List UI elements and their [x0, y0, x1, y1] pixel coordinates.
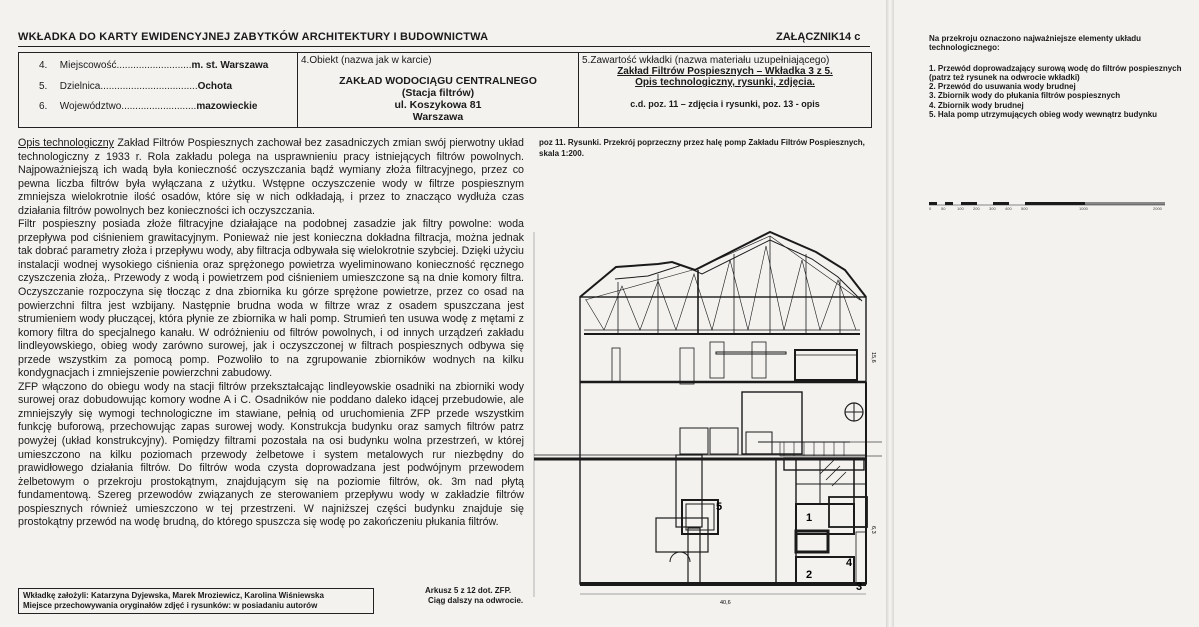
object-name: ZAKŁAD WODOCIĄGU CENTRALNEGO (Stacja filtrów) ul. Koszykowa 81 Warszawa	[339, 75, 537, 123]
district-value: Ochota	[197, 81, 233, 92]
sheet-number: Arkusz 5 z 12 dot. ZFP. Ciąg dalszy na odwrocie.	[425, 586, 524, 605]
legend-item: 5. Hala pomp utrzymujących obieg wody wewnątrz budynku	[929, 110, 1158, 120]
contents-title: Zakład Filtrów Pospiesznych – Wkładka 3 z 5. Opis technologiczny, rysunki, zdjęcia.	[617, 66, 833, 88]
scale-tick: 0	[929, 206, 932, 211]
description-paragraph: ZFP włączono do obiegu wody na stacji filtrów przekształcając lindleyowskie osadniki na zbiorniki wody surowej oraz dobudowując komory wodne A i C. Osadników nie poddano daleko idącej przebudowie, ale zmniejszyły się wymogi technologiczne im stawiane, pełnią od uruchomienia ZFP przede wszystkim funkcję buforową, przechowując zapas surowej wody. Konstrukcja budynku oraz samych filtrów patrz powyżej (układ konstrukcyjny). Pomiędzy filtrami pozostała na osi budynku wolna przestrzeń, w której umieszczono na kilku poziomach przewody żelbetowe i system metalowych rur niezbędny do prawidłowego działania filtrów. Do filtrów woda czysta doprowadzana jest podwójnym przewodem żelbetowym o przekroju prostokątnym, znajdującym się na poziomie filtrów, ok. 3m nad płytą fundamentową. Szereg przewodów związanych ze sterowaniem przepływu wody w zakładzie filtrów pospiesznych również umieszczono w tej przestrzeni. W najniższej części budynku znajduje się prostokątny przewód na wodę brudną, do którego spuszcza się wodę po zakończeniu płukania filtrów.	[18, 380, 524, 529]
voivodeship-value: mazowieckie	[196, 101, 258, 112]
contents-box	[578, 52, 872, 128]
scale-tick: 2000	[1153, 206, 1162, 211]
scale-tick: 1000	[1079, 206, 1088, 211]
section-label-3: 3	[856, 581, 863, 593]
object-label: 4.Obiekt (nazwa jak w karcie)	[301, 55, 432, 66]
section-label-4: 4	[846, 557, 853, 569]
contents-label: 5.Zawartość wkładki (nazwa materiału uzupełniającego)	[582, 55, 830, 66]
scale-tick: 300	[989, 206, 996, 211]
technological-description: Opis technologiczny Zakład Filtrów Pospiesznych zachował bez zasadniczych zmian swój pierwotny układ technologiczny z 1933 r. Rola zakładu polega na usprawnieniu pracy istniejących filtrów powolnych. Najpoważniejszą ich wadą była konieczność oczyszczania bądź wymiany złoża filtracyjnego, przez co pewna liczba filtrów była wyłączana z użytku. Wstępne oczyszczenie wody w filtrze pospiesznym zmniejsza wielokrotnie ilość osadów, które się w nich odkładają, i przez to znacząco wydłuża czas działania filtrów powolnych bez konieczności ich oczyszczania. Filtr pospieszny posiada złoże filtracyjne działające na podobnej zasadzie jak filtry powolne: woda przepływa pod ciśnieniem grawitacyjnym. Ponieważ nie jest konieczna dokładna filtracja, można jednak tak dobrać parametry złoża i przepływu wody, aby filtracja odbywała się wielokrotnie szybciej. Dzięki użyciu instalacji wodnej wysokiego ciśnienia oraz sprężonego powietrza wyeliminowano konieczność ręcznego czyszczenia złoża,. Przewody z wodą i powietrzem pod ciśnieniem umieszczone są na dnie komory filtra. Oczyszczanie rozpoczyna się tłocząc z dna zbiornika ku górze sprężone powietrze, przez co osad na powierzchni filtra jest wzbijany. Następnie brudna woda w filtrze wraz z osadem spuszczana jest strumieniem wody płuczącej, która płynie ze zbiornika w hali pomp. Strumień ten usuwa wodę z mętami z komory filtra do specjalnego kanału. W odróżnieniu od filtrów powolnych, i od innych urządzeń zakładu lindleyowskiego, obieg wody zarówno surowej, jak i oczyszczonej w filtrach pospiesznych odbywa się przede wszystkim za pomocą pomp. Pozwoliło to na zgrupowanie zbiorników wodnych na kilku kondygnacjach i zmniejszenie powierzchni zabudowy. ZFP włączono do obiegu wody na stacji filtrów przekształcając lindleyowskie osadniki na zbiorniki wody surowej oraz dobudowując komory wodne A i C. Osadników nie poddano daleko idącej przebudowie, ale zmniejszyły się wymogi technologiczne im stawiane, pełnią od uruchomienia ZFP przede wszystkim funkcję buforową, przechowując zapas surowej wody. Konstrukcja budynku oraz samych filtrów patrz powyżej (układ konstrukcyjny). Pomiędzy filtrami pozostała na osi budynku wolna przestrzeń, w której umieszczono na kilku poziomach przewody żelbetowe i system metalowych rur niezbędny do prawidłowego działania filtrów. Do filtrów woda czysta doprowadzana jest podwójnym przewodem żelbetowym o przekroju prostokątnym, znajdującym się na poziomie filtrów, ok. 3m nad płytą fundamentową. Szereg przewodów związanych ze sterowaniem przepływu wody w zakładzie filtrów pospiesznych również umieszczono w tej przestrzeni. W najniższej części budynku znajduje się prostokątny przewód na wodę brudną, do którego spuszcza się wodę po zakończeniu płukania filtrów.	[18, 137, 524, 529]
credits-box: Wkładkę założyli: Katarzyna Dyjewska, Marek Mroziewicz, Karolina Wiśniewska Miejsce przechowywania oryginałów zdjęć i rysunków: w posiadaniu autorów	[18, 588, 374, 614]
dimension-width: 40,6	[720, 600, 731, 606]
description-paragraph: Filtr pospieszny posiada złoże filtracyjne działające na podobnej zasadzie jak filtry powolne: woda przepływa pod ciśnieniem grawitacyjnym. Ponieważ nie jest konieczna dokładna filtracja, można jednak tak dobrać parametry złoża i przepływu wody, aby filtracja odbywała się wielokrotnie szybciej. Dzięki użyciu instalacji wodnej wysokiego ciśnienia oraz sprężonego powietrza wyeliminowano konieczność ręcznego czyszczenia złoża,. Przewody z wodą i powietrzem pod ciśnieniem umieszczone są na dnie komory filtra. Oczyszczanie rozpoczyna się tłocząc z dna zbiornika ku górze sprężone powietrze, przez co osad na powierzchni filtra jest wzbijany. Następnie brudna woda w filtrze wraz z osadem spuszczana jest strumieniem wody płuczącej, która płynie ze zbiornika w hali pomp. Strumień ten usuwa wodę z mętami z komory filtra do specjalnego kanału. W odróżnieniu od filtrów powolnych, i od innych urządzeń zakładu lindleyowskiego, obieg wody zarówno surowej, jak i oczyszczonej w filtrach pospiesznych odbywa się przede wszystkim za pomocą pomp. Pozwoliło to na zgrupowanie zbiorników wodnych na kilku kondygnacjach i zmniejszenie powierzchni zabudowy.	[18, 218, 524, 380]
city-value: m. st. Warszawa	[191, 60, 269, 71]
location-box	[18, 52, 298, 128]
legend-item: 4. Zbiornik wody brudnej	[929, 100, 1024, 110]
drawing-legend	[929, 34, 1189, 119]
paper-fold	[886, 0, 894, 627]
location-row: 6. Województwo...........................mazowieckie	[39, 101, 258, 112]
location-row: 4. Miejscowość...........................m. st. Warszawa	[39, 60, 269, 71]
location-row: 5. Dzielnica...................................Ochota	[39, 81, 233, 92]
scale-tick: 500	[1021, 206, 1028, 211]
scale-bar	[929, 202, 1165, 211]
drawing-caption: poz 11. Rysunki. Przekrój poprzeczny przez halę pomp Zakładu Filtrów Pospiesznych, skala 1:200.	[539, 138, 865, 158]
legend-heading: Na przekroju oznaczono najważniejsze elementy układu technologicznego:	[929, 34, 1142, 53]
cross-section-drawing	[520, 222, 882, 607]
scale-tick: 100	[957, 206, 964, 211]
contents-note: c.d. poz. 11 – zdjęcia i rysunki, poz. 13 - opis	[630, 99, 820, 109]
description-lead: Opis technologiczny	[18, 137, 115, 149]
annex-number: ZAŁĄCZNIK14 c	[776, 31, 861, 43]
object-box	[297, 52, 579, 128]
scale-tick: 50	[941, 206, 946, 211]
scale-tick: 200	[973, 206, 980, 211]
scale-tick: 400	[1005, 206, 1012, 211]
legend-item: 3. Zbiornik wody do płukania filtrów pospiesznych	[929, 91, 1121, 101]
legend-item: 2. Przewód do usuwania wody brudnej	[929, 82, 1076, 92]
header-divider	[18, 46, 870, 47]
dimension-height-top: 15,6	[870, 352, 876, 363]
dimension-height-bottom: 6,3	[870, 526, 876, 534]
section-label-2: 2	[806, 569, 813, 581]
section-label-5: 5	[716, 501, 723, 513]
legend-item: 1. Przewód doprowadzający surową wodę do filtrów pospiesznych (patrz też rysunek na odwrocie wkładki)	[929, 63, 1182, 82]
document-title: WKŁADKA DO KARTY EWIDENCYJNEJ ZABYTKÓW ARCHITEKTURY I BUDOWNICTWA	[18, 31, 489, 43]
section-label-1: 1	[806, 512, 813, 524]
